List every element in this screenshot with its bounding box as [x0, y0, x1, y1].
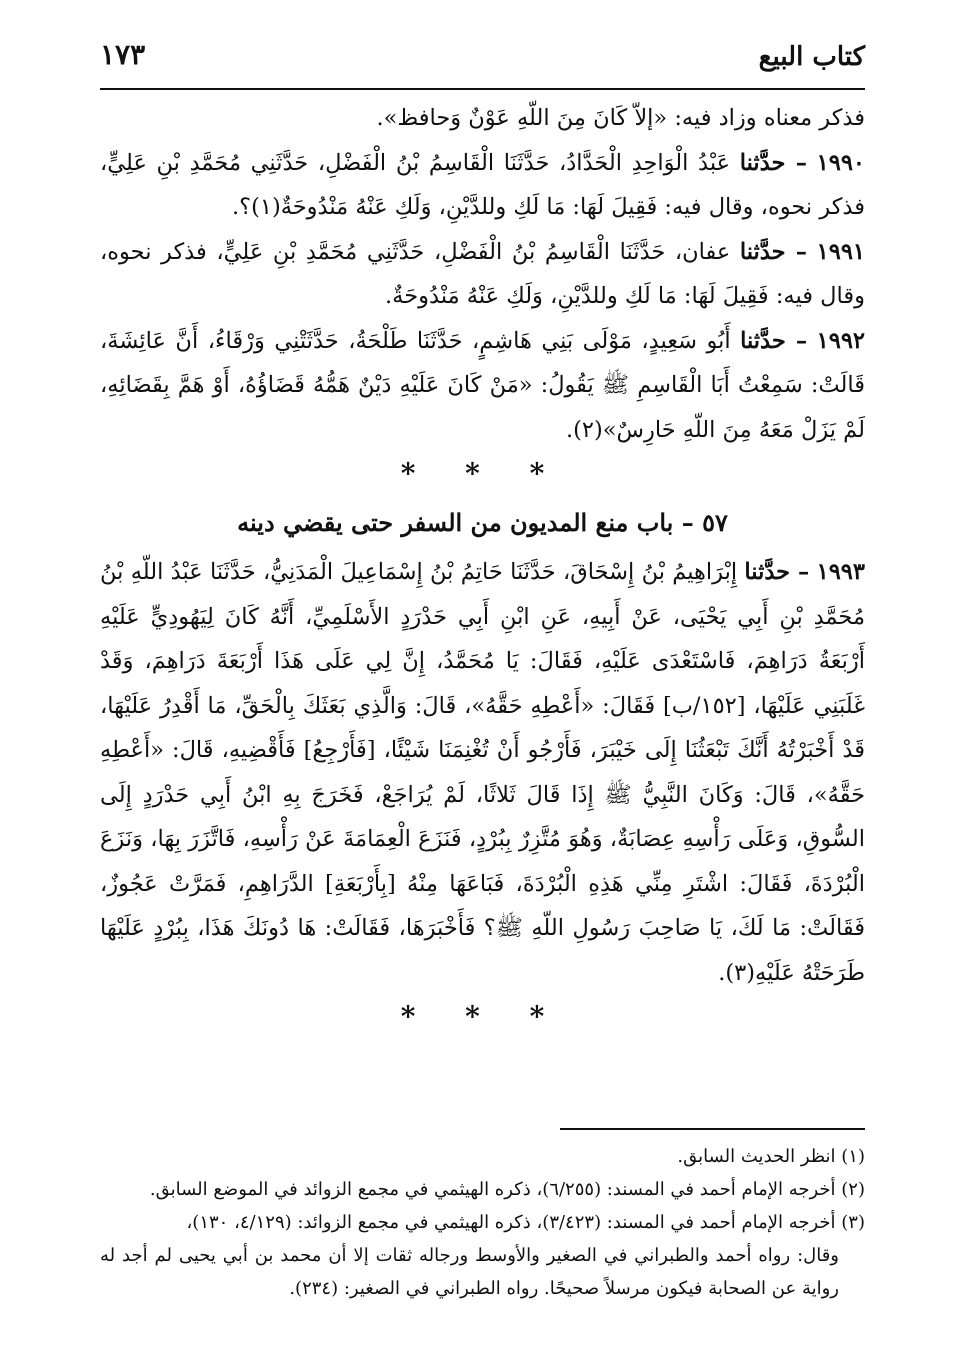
- hadith-text: عفان، حَدَّثَنَا الْقَاسِمُ بْنُ الْفَضْلِ، حَدَّثَنِي مُحَمَّدِ بْنِ عَلِيٍّ، فذكر نحوه، وقال فيه: فَقِيلَ لَهَا: مَا لَكِ وللدَّيْنِ، وَلَكِ عَنْهُ مَنْدُوحَةٌ.: [100, 238, 865, 309]
- footnote-3-continuation: وقال: رواه أحمد والطبراني في الصغير والأوسط ورجاله ثقات إلا أن محمد بن أبي يحيى لم أجد له رواية عن الصحابة فيكون مرسلاً صحيحًا. رواه الطبراني في الصغير: (٢٣٤).: [100, 1245, 839, 1299]
- hadith-opening: – حدَّثنا: [739, 238, 808, 265]
- page-number: ١٧٣: [100, 38, 146, 71]
- chapter-title: ٥٧ – باب منع المديون من السفر حتى يقضي دينه: [237, 508, 728, 537]
- hadith-number: ١٩٩٣: [816, 559, 865, 585]
- running-title: كتاب البيع: [758, 42, 865, 72]
- hadith-1993: [100, 550, 865, 995]
- hadith-number: ١٩٩١: [816, 238, 866, 265]
- page-body: [100, 96, 865, 1041]
- footnotes: [100, 1140, 865, 1305]
- hadith-number: ١٩٩٠: [816, 149, 865, 176]
- section-separator: * * *: [400, 1000, 565, 1033]
- hadith-1992: [100, 319, 865, 453]
- footnote-3: (٣) أخرجه الإمام أحمد في المسند: (٣/٤٢٣)، ذكره الهيثمي في مجمع الزوائد: (٤/١٢٩، ١٣٠)،: [186, 1212, 865, 1233]
- footnote-2: (٢) أخرجه الإمام أحمد في المسند: (٦/٢٥٥)، ذكره الهيثمي في مجمع الزوائد في الموضع السابق.: [149, 1179, 865, 1200]
- hadith-number: ١٩٩٢: [816, 327, 866, 354]
- hadith-text: أَبُو سَعِيدٍ، مَوْلَى بَنِي هَاشِمٍ، حَدَّثَنَا طَلْحَةُ، حَدَّثَتْنِي وَرْقَاءُ، أَنَّ عَائِشَةَ، قَالَتْ: سَمِعْتُ أَبَا الْقَاسِمِ ﷺ يَقُولُ: «مَنْ كَانَ عَلَيْهِ دَيْنٌ هَمُّهُ قَضَاؤُهُ، أَوْ هَمَّ بِقَضَائِهِ، لَمْ يَزَلْ مَعَهُ مِنَ اللّهِ حَارِسٌ»(٢).: [100, 327, 865, 443]
- hadith-text: إِبْرَاهِيمُ بْنُ إِسْحَاقَ، حَدَّثَنَا حَاتِمُ بْنُ إِسْمَاعِيلَ الْمَدَنِيُّ، حَدَّثَنَا عَبْدُ اللّهِ بْنُ مُحَمَّدِ بْنِ أَبِي يَحْيَى، عَنْ أَبِيهِ، عَنِ ابْنِ أَبِي حَدْرَدٍ الأَسْلَمِيِّ، أَنَّهُ كَانَ لِيَهُودِيٍّ عَلَيْهِ أَرْبَعَةُ دَرَاهِمَ، فَاسْتَعْدَى عَلَيْهِ، فَقَالَ: يَا مُحَمَّدُ، إِنَّ لِي عَلَى هَذَا أَرْبَعَةَ دَرَاهِمَ، وَقَدْ غَلَبَنِي عَلَيْهَا، [١٥٢/ب] فَقَالَ: «أَعْطِهِ حَقَّهُ»، قَالَ: وَالَّذِي بَعَثَكَ بِالْحَقِّ، مَا أَقْدِرُ عَلَيْهَا، قَدْ أَخْبَرْتُهُ أَنَّكَ تَبْعَثُنَا إِلَى خَيْبَرَ، فَأَرْجُو أَنْ تُغْنِمَنَا شَيْئًا، [فَأَرْجِعُ] فَأَقْضِيهِ، قَالَ: «أَعْطِهِ حَقَّهُ»، قَالَ: وَكَانَ النَّبِيُّ ﷺ إِذَا قَالَ ثَلاثًا، لَمْ يُرَاجَعْ، فَخَرَجَ بِهِ ابْنُ أَبِي حَدْرَدٍ إِلَى السُّوقِ، وَعَلَى رَأْسِهِ عِصَابَةٌ، وَهُوَ مُتَّزِرٌ بِبُرْدٍ، فَنَزَعَ الْعِمَامَةَ عَنْ رَأْسِهِ، فَاتَّزَرَ بِهَا، وَنَزَعَ الْبُرْدَةَ، فَقَالَ: اشْتَرِ مِنِّي هَذِهِ الْبُرْدَةَ، فَبَاعَهَا مِنْهُ [بِأَرْبَعَةِ] الدَّرَاهِمِ، فَمَرَّتْ عَجُوزٌ، فَقَالَتْ: مَا لَكَ، يَا صَاحِبَ رَسُولِ اللّهِ ﷺ؟ فَأَخْبَرَهَا، فَقَالَتْ: هَا دُونَكَ هَذَا، بِبُرْدٍ عَلَيْهَا طَرَحَتْهُ عَلَيْهِ(٣).: [100, 559, 865, 986]
- section-separator: * * *: [400, 457, 565, 490]
- hadith-1990: [100, 141, 865, 230]
- hadith-opening: – حدَّثنا: [739, 149, 807, 176]
- page-header: [100, 36, 865, 90]
- hadith-opening: – حدَّثنا: [744, 559, 810, 585]
- intro-paragraph: فذكر معناه وزاد فيه: «إلاّ كَانَ مِنَ اللّهِ عَوْنٌ وَحافظ».: [376, 105, 865, 131]
- footnote-1: (١) انظر الحديث السابق.: [677, 1146, 865, 1167]
- hadith-text: عَبْدُ الْوَاحِدِ الْحَدَّادُ، حَدَّثَنَا الْقَاسِمُ بْنُ الْفَضْلِ، حَدَّثَنِي مُحَمَّدِ بْنِ عَلِيٍّ، فذكر نحوه، وقال فيه: فَقِيلَ لَهَا: مَا لَكِ وللدَّيْنِ، وَلَكِ عَنْهُ مَنْدُوحَةٌ(١)؟.: [100, 149, 865, 220]
- hadith-1991: [100, 230, 865, 319]
- footnote-divider: [560, 1128, 865, 1130]
- hadith-opening: – حدَّثنا: [740, 327, 808, 354]
